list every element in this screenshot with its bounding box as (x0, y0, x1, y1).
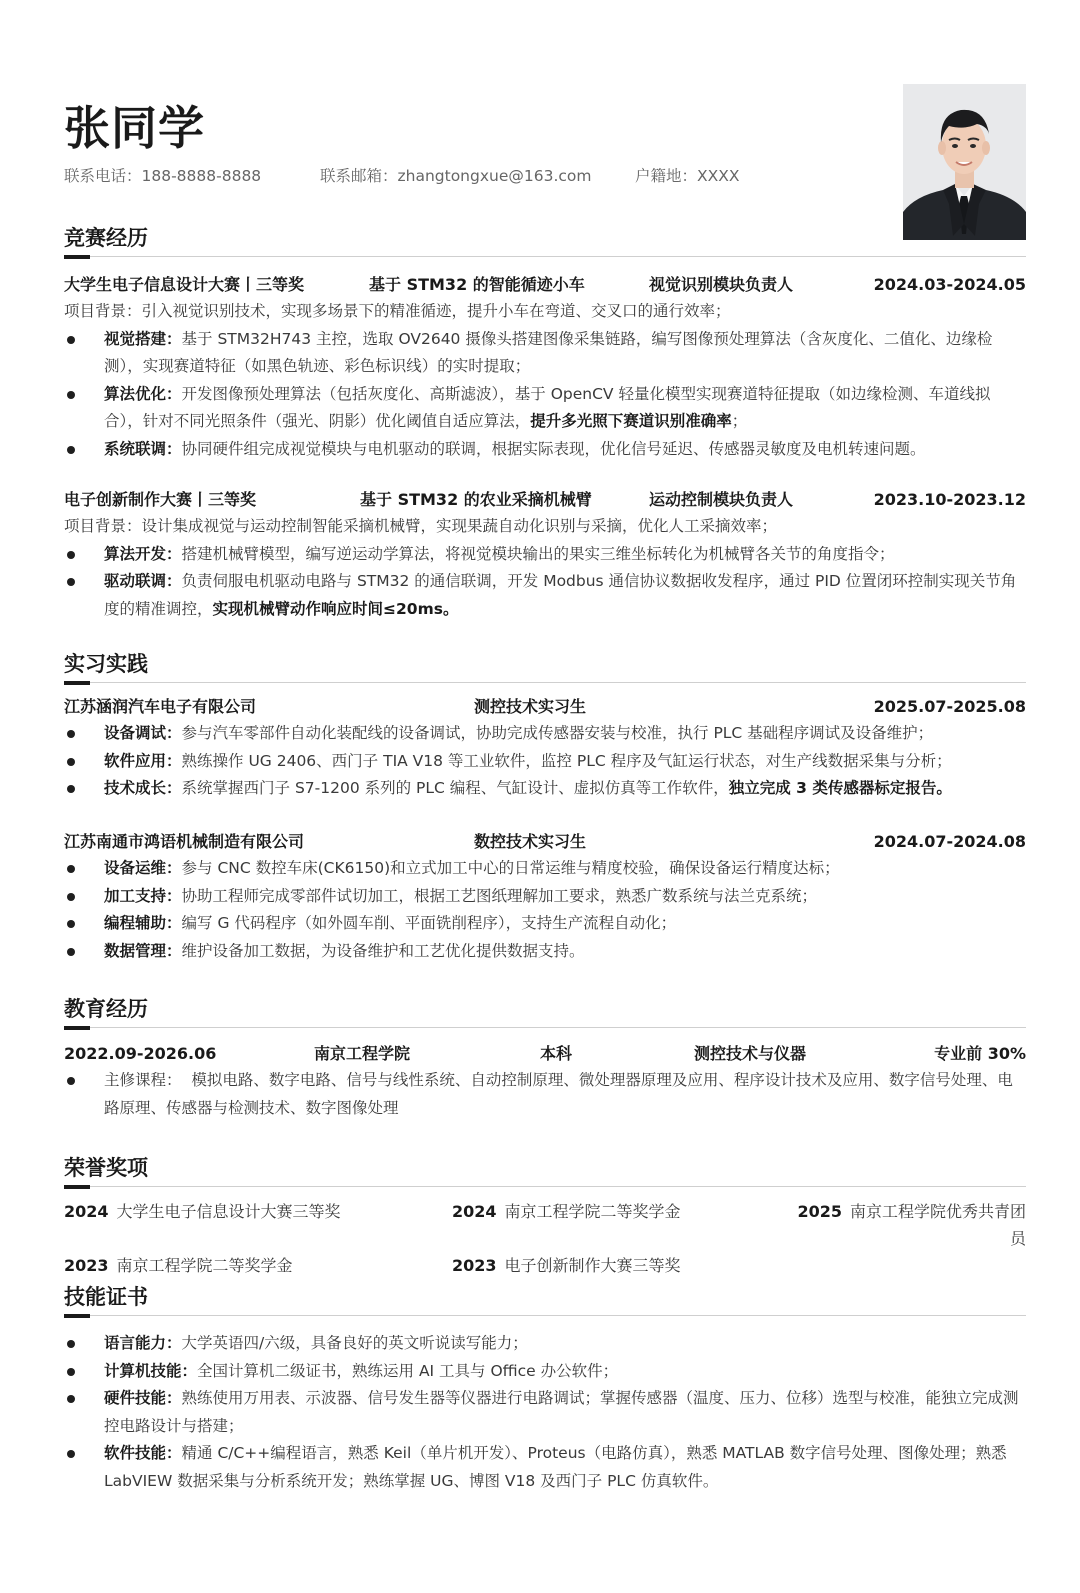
section-title-skills: 技能证书 (64, 1285, 148, 1309)
company-name: 江苏南通市鸿语机械制造有限公司 (64, 832, 305, 851)
bullet-label: 设备调试： (104, 724, 182, 742)
bullet-text: 熟练使用万用表、示波器、信号发生器等仪器进行电路调试；掌握传感器（温度、压力、位移）选型与校准，能独立完成测控电路设计与搭建； (104, 1389, 1019, 1435)
bullet-label: 技术成长： (104, 779, 182, 797)
competition-project: 基于 STM32 的智能循迹小车 (369, 275, 585, 294)
competition-name: 电子创新制作大赛丨三等奖 (64, 490, 257, 509)
list-item (64, 541, 1026, 569)
bullet-label: 视觉搭建： (104, 329, 182, 348)
bullet-text: 大学英语四/六级，具备良好的英文听说读写能力； (181, 1334, 528, 1352)
competition-role: 运动控制模块负责人 (649, 490, 794, 509)
section-divider (64, 1027, 1026, 1029)
bullet-text: 熟练操作 UG 2406、西门子 TIA V18 等工业软件，监控 PLC 程序及气缸运行状态，对生产线数据采集与分析； (181, 751, 952, 770)
award-item (452, 1198, 782, 1252)
entry-header (64, 693, 1026, 720)
section-skills (64, 1281, 1026, 1317)
section-title-internships: 实习实践 (64, 652, 148, 676)
candidate-name: 张同学 (64, 101, 205, 155)
contact-info (64, 164, 739, 186)
bullet-label: 算法开发： (104, 544, 182, 563)
section-title-honors: 荣誉奖项 (64, 1156, 148, 1180)
bullet-text: 编写 G 代码程序（如外圆车削、平面铣削程序），支持生产流程自动化； (181, 914, 677, 932)
list-item (64, 1440, 1026, 1495)
bullet-highlight: 提升多光照下赛道识别准确率 (530, 412, 732, 430)
award-year: 2024 (64, 1202, 109, 1221)
education-date: 2022.09-2026.06 (64, 1044, 217, 1063)
bullet-label: 语言能力： (104, 1334, 182, 1352)
bullet-label: 系统联调： (104, 439, 182, 458)
class-rank: 专业前 30% (934, 1044, 1026, 1063)
section-divider (64, 1186, 1026, 1188)
company-name: 江苏涵润汽车电子有限公司 (64, 697, 257, 716)
list-item (64, 436, 1026, 464)
school-name: 南京工程学院 (314, 1044, 411, 1063)
courses-label: 主修课程： (104, 1071, 182, 1089)
list-item (64, 381, 1026, 436)
competition-name: 大学生电子信息设计大赛丨三等奖 (64, 275, 305, 294)
hometown: 户籍地：XXXX (635, 167, 740, 185)
skills-list (64, 1330, 1026, 1495)
major: 测控技术与仪器 (694, 1044, 807, 1063)
list-item (64, 1358, 1026, 1386)
award-list (64, 1198, 1026, 1279)
award-item (64, 1198, 452, 1252)
position: 测控技术实习生 (474, 697, 587, 716)
bullet-highlight: 实现机械臂动作响应时间≤20ms。 (212, 599, 459, 618)
list-item (64, 1385, 1026, 1440)
bullet-text: 维护设备加工数据，为设备维护和工艺优化提供数据支持。 (181, 941, 585, 960)
entry-header (64, 828, 1026, 855)
award-year: 2025 (797, 1202, 842, 1221)
award-year: 2023 (64, 1256, 109, 1275)
bullet-text: 搭建机械臂模型，编写逆运动学算法，将视觉模块输出的果实三维坐标转化为机械臂各关节的角度指令； (181, 544, 895, 563)
bullet-list (64, 326, 1026, 464)
bullet-list (64, 720, 1026, 803)
competition-date: 2024.03-2024.05 (873, 275, 1026, 294)
section-divider (64, 256, 1026, 258)
bullet-highlight: 独立完成 3 类传感器标定报告。 (728, 779, 952, 797)
list-item (64, 1067, 1026, 1122)
internship-date: 2025.07-2025.08 (873, 697, 1026, 716)
education-entry (64, 1040, 1026, 1122)
phone: 联系电话：188-8888-8888 (64, 167, 262, 185)
bullet-text: 全国计算机二级证书，熟练运用 AI 工具与 Office 办公软件； (197, 1361, 619, 1380)
award-year: 2023 (452, 1256, 497, 1275)
list-item (64, 720, 1026, 748)
list-item (64, 883, 1026, 911)
list-item (64, 910, 1026, 938)
bullet-label: 数据管理： (104, 941, 182, 960)
bullet-list (64, 1067, 1026, 1122)
section-internships (64, 648, 1026, 684)
bullet-text: 负责伺服电机驱动电路与 STM32 的通信联调，开发 Modbus 通信协议数据收发程序，通过 PID 位置闭环控制实现关节角度的精准调控， (104, 572, 1017, 618)
bullet-text: 参与 CNC 数控车床(CK6150)和立式加工中心的日常运维与精度校验，确保设备运行精度达标； (181, 859, 840, 877)
bullet-label: 软件应用： (104, 751, 182, 770)
competition-date: 2023.10-2023.12 (873, 490, 1026, 509)
bullet-label: 编程辅助： (104, 914, 182, 932)
internship-date: 2024.07-2024.08 (873, 832, 1026, 851)
courses-text: 模拟电路、数字电路、信号与线性系统、自动控制原理、微处理器原理及应用、程序设计技术及应用、数字信号处理、电路原理、传感器与检测技术、数字图像处理 (104, 1071, 1013, 1117)
list-item (64, 326, 1026, 381)
section-education (64, 993, 1026, 1029)
award-text: 大学生电子信息设计大赛三等奖 (116, 1202, 341, 1221)
award-year: 2024 (452, 1202, 497, 1221)
section-honors (64, 1152, 1026, 1188)
list-item (64, 568, 1026, 623)
bullet-text: 精通 C/C++编程语言，熟悉 Keil（单片机开发）、Proteus（电路仿真），熟悉 MATLAB 数字信号处理、图像处理；熟悉 LabVIEW 数据采集与分析系统开发；熟练掌握 UG、博图 V18 及西门子 PLC 仿真软件。 (104, 1444, 1007, 1490)
section-divider (64, 1315, 1026, 1317)
bullet-label: 加工支持： (104, 886, 182, 905)
bullet-text: 参与汽车零部件自动化装配线的设备调试，协助完成传感器安装与校准，执行 PLC 基础程序调试及设备维护； (181, 724, 934, 742)
bullet-label: 软件技能： (104, 1444, 182, 1462)
degree: 本科 (540, 1044, 573, 1063)
bullet-list (64, 541, 1026, 624)
competition-role: 视觉识别模块负责人 (649, 275, 794, 294)
bullet-text: 协助工程师完成零部件试切加工，根据工艺图纸理解加工要求，熟悉广数系统与法兰克系统； (181, 886, 818, 905)
list-item (64, 1330, 1026, 1358)
bullet-label: 算法优化： (104, 384, 182, 403)
entry-header (64, 271, 1026, 298)
project-background: 项目背景：引入视觉识别技术，实现多场景下的精准循迹，提升小车在弯道、交叉口的通行效率； (64, 302, 731, 320)
bullet-label: 驱动联调： (104, 572, 182, 590)
bullet-tail: ； (731, 412, 748, 430)
award-item (64, 1252, 452, 1279)
profile-photo (903, 84, 1026, 240)
list-item (64, 748, 1026, 776)
internship-entry-1 (64, 693, 1026, 803)
section-competitions (64, 222, 1026, 258)
list-item (64, 855, 1026, 883)
list-item (64, 938, 1026, 966)
position: 数控技术实习生 (474, 832, 587, 851)
award-text: 南京工程学院二等奖学金 (504, 1202, 681, 1221)
award-item (782, 1198, 1026, 1252)
section-title-education: 教育经历 (64, 997, 148, 1021)
entry-header (64, 486, 1026, 513)
bullet-label: 计算机技能： (104, 1361, 198, 1380)
bullet-text: 开发图像预处理算法（包括灰度化、高斯滤波），基于 OpenCV 轻量化模型实现赛道特征提取（如边缘检测、车道线拟合），针对不同光照条件（强光、阴影）优化阈值自适应算法， (104, 384, 991, 430)
bullet-label: 设备运维： (104, 859, 182, 877)
bullet-text: 基于 STM32H743 主控，选取 OV2640 摄像头搭建图像采集链路，编写图像预处理算法（含灰度化、二值化、边缘检测），实现赛道特征（如黑色轨迹、彩色标识线）的实时提取； (104, 329, 993, 375)
competition-project: 基于 STM32 的农业采摘机械臂 (360, 490, 592, 509)
bullet-list (64, 855, 1026, 965)
award-text: 电子创新制作大赛三等奖 (504, 1256, 681, 1275)
email: 联系邮箱：zhangtongxue@163.com (320, 167, 592, 185)
bullet-list (64, 1330, 1026, 1495)
honors-grid (64, 1198, 1026, 1279)
internship-entry-2 (64, 828, 1026, 965)
award-item (452, 1252, 782, 1279)
portrait-illustration (903, 84, 1026, 240)
bullet-text: 协同硬件组完成视觉模块与电机驱动的联调，根据实际表现，优化信号延迟、传感器灵敏度及电机转速问题。 (181, 439, 926, 458)
competition-entry-1 (64, 271, 1026, 463)
entry-header (64, 1040, 1026, 1067)
award-text: 南京工程学院二等奖学金 (116, 1256, 293, 1275)
award-text: 南京工程学院优秀共青团员 (849, 1202, 1026, 1248)
project-background: 项目背景：设计集成视觉与运动控制智能采摘机械臂，实现果蔬自动化识别与采摘，优化人工采摘效率； (64, 517, 778, 535)
section-title-competitions: 竞赛经历 (64, 226, 148, 250)
bullet-label: 硬件技能： (104, 1389, 182, 1407)
competition-entry-2 (64, 486, 1026, 623)
bullet-text: 系统掌握西门子 S7-1200 系列的 PLC 编程、气缸设计、虚拟仿真等工作软件， (181, 779, 729, 797)
list-item (64, 775, 1026, 803)
section-divider (64, 682, 1026, 684)
